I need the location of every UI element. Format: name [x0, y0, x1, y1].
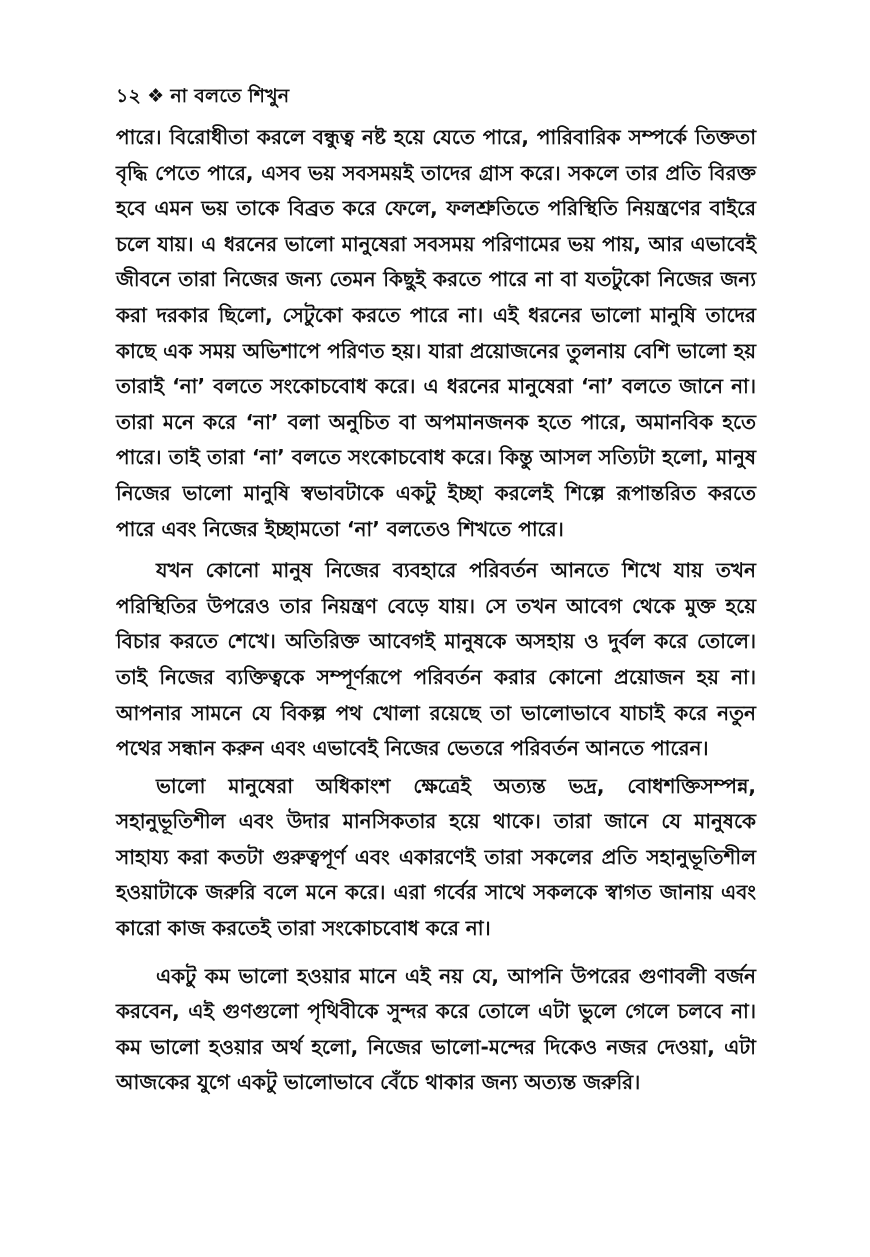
paragraph-continued: পারে। বিরোধীতা করলে বন্ধুত্ব নষ্ট হয়ে যেতে পারে, পারিবারিক সম্পর্কে তিক্ততা বৃদ্ধি পেতে পারে, এসব ভয় সবসময়ই তাদের গ্রাস করে। সকলে তার প্রতি বিরক্ত হবে এমন ভয় তাকে বিব্রত করে ফেলে, ফলশ্রুতিতে পরিস্থিতি নিয়ন্ত্রণের বাইরে চলে যায়। এ ধরনের ভালো মানুষেরা সবসময় পরিণামের ভয় পায়, আর এভাবেই জীবনে তারা নিজের জন্য তেমন কিছুই করতে পারে না বা যতটুকো নিজের জন্য করা দরকার ছিলো, সেটুকো করতে পারে না। এই ধরনের ভালো মানুষি তাদের কাছে এক সময় অভিশাপে পরিণত হয়। যারা প্রয়োজনের তুলনায় বেশি ভালো হয় তারাই ‘না’ বলতে সংকোচবোধ করে। এ ধরনের মানুষেরা ‘না’ বলতে জানে না। তারা মনে করে ‘না’ বলা অনুচিত বা অপমানজনক হতে পারে, অমানবিক হতে পারে। তাই তারা ‘না’ বলতে সংকোচবোধ করে। কিন্তু আসল সত্যিটা হলো, মানুষ নিজের ভালো মানুষি স্বভাবটাকে একটু ইচ্ছা করলেই শিল্পে রূপান্তরিত করতে পারে এবং নিজের ইচ্ছামতো ‘না’ বলতেও শিখতে পারে।	[116, 125, 756, 541]
paragraph: ভালো মানুষেরা অধিকাংশ ক্ষেত্রেই অত্যন্ত ভদ্র, বোধশক্তিসম্পন্ন, সহানুভূতিশীল এবং উদার মানসিকতার হয়ে থাকে। তারা জানে যে মানুষকে সাহায্য করা কতটা গুরুত্বপূর্ণ এবং একারণেই তারা সকলের প্রতি সহানুভূতিশীল হওয়াটাকে জরুরি বলে মনে করে। এরা গর্বের সাথে সকলকে স্বাগত জানায় এবং কারো কাজ করতেই তারা সংকোচবোধ করে না।	[116, 773, 756, 941]
book-title: না বলতে শিখুন	[170, 85, 290, 107]
page-number: ১২	[116, 85, 142, 107]
paragraph: যখন কোনো মানুষ নিজের ব্যবহারে পরিবর্তন আনতে শিখে যায় তখন পরিস্থিতির উপরেও তার নিয়ন্ত্রণ বেড়ে যায়। সে তখন আবেগ থেকে মুক্ত হয়ে বিচার করতে শেখে। অতিরিক্ত আবেগই মানুষকে অসহায় ও দুর্বল করে তোলে। তাই নিজের ব্যক্তিত্বকে সম্পূর্ণরূপে পরিবর্তন করার কোনো প্রয়োজন হয় না। আপনার সামনে যে বিকল্প পথ খোলা রয়েছে তা ভালোভাবে যাচাই করে নতুন পথের সন্ধান করুন এবং এভাবেই নিজের ভেতরে পরিবর্তন আনতে পারেন।	[116, 558, 756, 761]
paragraph: একটু কম ভালো হওয়ার মানে এই নয় যে, আপনি উপরের গুণাবলী বর্জন করবেন, এই গুণগুলো পৃথিবীকে সুন্দর করে তোলে এটা ভুলে গেলে চলবে না। কম ভালো হওয়ার অর্থ হলো, নিজের ভালো-মন্দের দিকেও নজর দেওয়া, এটা আজকের যুগে একটু ভালোভাবে বেঁচে থাকার জন্য অত্যন্ত জরুরি।	[116, 963, 756, 1095]
running-head	[116, 82, 289, 114]
body-text	[116, 120, 756, 1101]
ornament-separator: ❖	[147, 85, 165, 107]
